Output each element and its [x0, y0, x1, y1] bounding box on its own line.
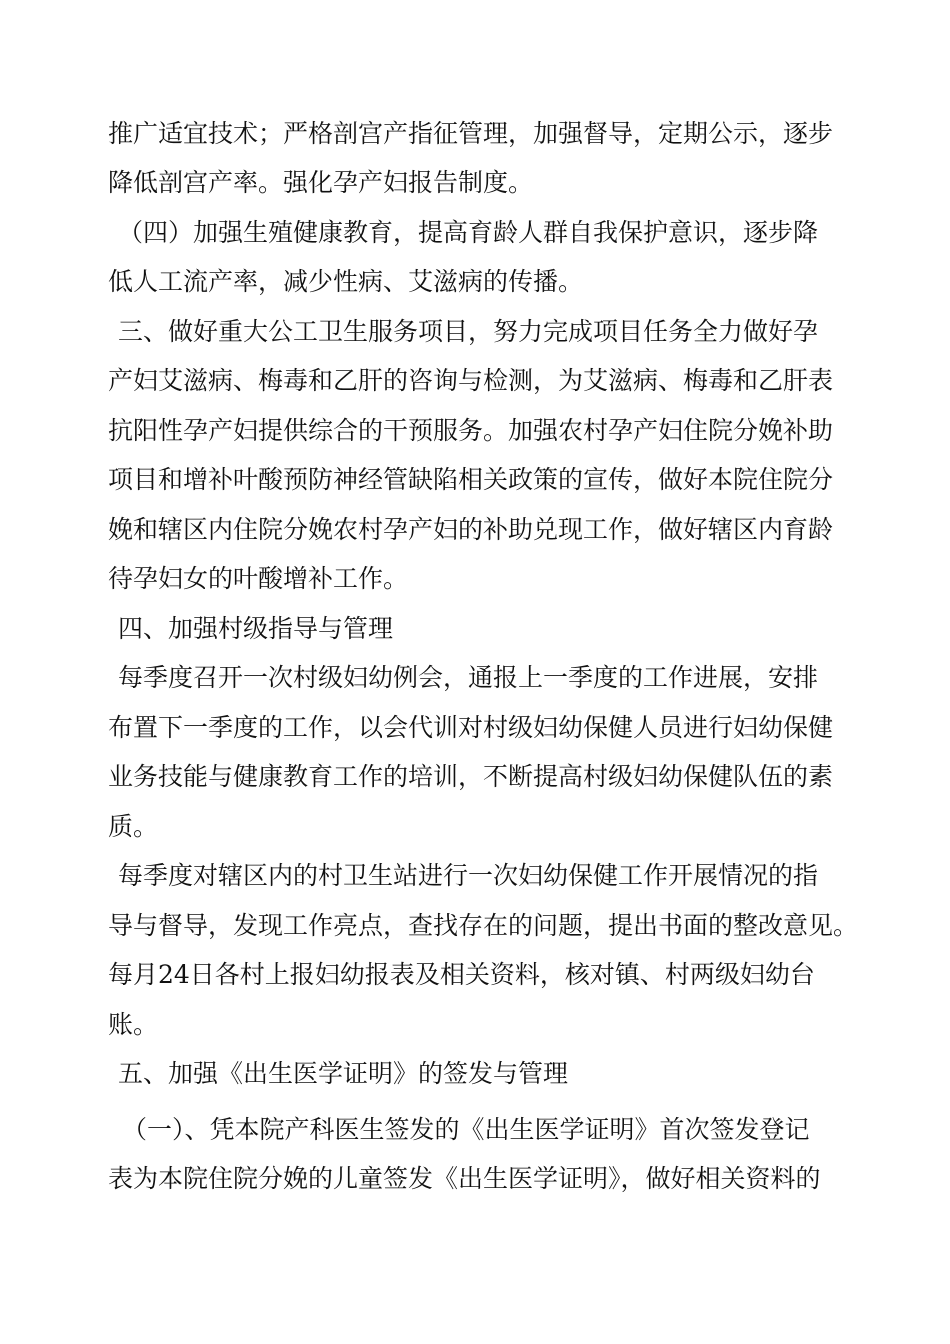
- text-line-12: 每季度召开一次村级妇幼例会，通报上一季度的工作进展，安排: [118, 663, 819, 692]
- text-line-22: 表为本院住院分娩的儿童签发《出生医学证明》，做好相关资料的: [108, 1164, 821, 1193]
- text-line-4: 低人工流产率，减少性病、艾滋病的传播。: [108, 267, 584, 296]
- text-line-3: （四）加强生殖健康教育，提高育龄人群自我保护意识，逐步降: [118, 218, 819, 247]
- section-heading-3: 三、做好重大公工卫生服务项目，努力完成项目任务全力做好孕: [118, 317, 819, 346]
- text-line-21: （一）、凭本院产科医生签发的《出生医学证明》首次签发登记: [122, 1115, 810, 1144]
- text-line-10: 待孕妇女的叶酸增补工作。: [108, 564, 409, 593]
- text-line-17: 导与督导，发现工作亮点，查找存在的问题，提出书面的整改意见。: [108, 911, 859, 940]
- text-line-1: 推广适宜技术；严格剖宫产指征管理，加强督导，定期公示，逐步: [108, 119, 834, 148]
- text-line-18: 每月24日各村上报妇幼报表及相关资料，核对镇、村两级妇幼台: [108, 960, 815, 989]
- section-heading-4: 四、加强村级指导与管理: [118, 614, 394, 643]
- text-line-14: 业务技能与健康教育工作的培训，不断提高村级妇幼保健队伍的素: [108, 762, 834, 791]
- text-line-15: 质。: [108, 812, 159, 841]
- text-line-13: 布置下一季度的工作，以会代训对村级妇幼保健人员进行妇幼保健: [108, 713, 834, 742]
- text-line-9: 娩和辖区内住院分娩农村孕产妇的补助兑现工作，做好辖区内育龄: [108, 515, 834, 544]
- text-line-19: 账。: [108, 1010, 159, 1039]
- section-heading-5: 五、加强《出生医学证明》的签发与管理: [118, 1059, 569, 1088]
- text-line-16: 每季度对辖区内的村卫生站进行一次妇幼保健工作开展情况的指: [118, 861, 819, 890]
- text-line-2: 降低剖宫产率。强化孕产妇报告制度。: [108, 168, 534, 197]
- text-line-6: 产妇艾滋病、梅毒和乙肝的咨询与检测，为艾滋病、梅毒和乙肝表: [108, 366, 834, 395]
- text-line-8: 项目和增补叶酸预防神经管缺陷相关政策的宣传，做好本院住院分: [108, 465, 834, 494]
- text-line-7: 抗阳性孕产妇提供综合的干预服务。加强农村孕产妇住院分娩补助: [108, 416, 834, 445]
